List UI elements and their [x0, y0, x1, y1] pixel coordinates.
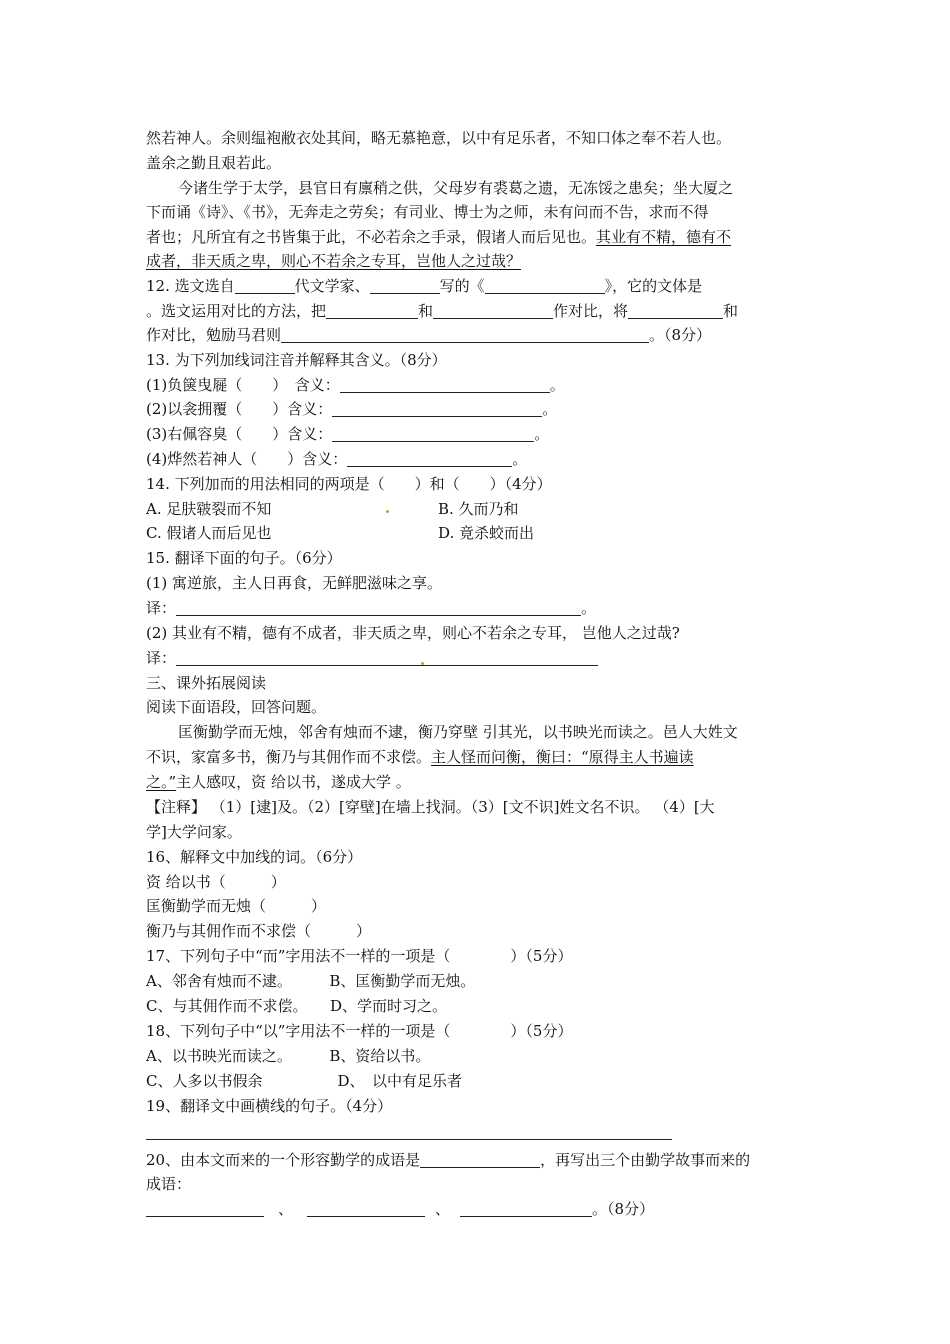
q13-item-text: (1)负箧曳屣（ ） 含义： [146, 376, 340, 394]
passage-text: 者也；凡所宜有之书皆集于此，不必若余之手录，假诸人而后见也。 [146, 228, 597, 246]
translate-label: 译： [146, 599, 177, 617]
answer-blank[interactable] [332, 426, 534, 442]
answer-blank[interactable] [433, 303, 553, 319]
section-3-title: 三、课外拓展阅读 [146, 674, 267, 692]
notes: 学]大学问家。 [146, 823, 242, 841]
underlined-sentence: 其业有不精，德有不 [596, 228, 732, 246]
q15-title: 15. 翻译下面的句子。（6分） [146, 549, 342, 567]
q17-options-cd: C、与其佣作而不求偿。 D、学而时习之。 [146, 997, 448, 1015]
reading-text [146, 770, 411, 794]
q16-item: 衡乃与其佣作而不求偿（ ） [146, 922, 372, 940]
answer-blank[interactable] [281, 327, 649, 343]
q13-item-text: (3)右佩容臭（ ）含义： [146, 425, 333, 443]
answer-blank[interactable] [460, 1201, 592, 1217]
answer-blank[interactable] [307, 1201, 425, 1217]
q20-line-2: 成语： [146, 1175, 192, 1193]
q20-line-3 [146, 1197, 654, 1221]
q18-options-cd: C、人多以书假余 D、 以中有足乐者 [146, 1072, 463, 1090]
q12-line-3 [146, 323, 711, 347]
reading-text-part: 不识，家富多书，衡乃与其佣作而不求偿。 [146, 748, 432, 766]
q12-text: 代文学家、 [294, 277, 370, 295]
q13-item-text: (2)以衾拥覆（ ）含义： [146, 400, 333, 418]
answer-blank[interactable] [176, 600, 581, 616]
separator: 、 [278, 1200, 294, 1218]
q20-line-1 [146, 1148, 750, 1172]
q14-option-c: C. 假诸人而后见也 [146, 524, 272, 542]
section-3-intro: 阅读下面语段，回答问题。 [146, 698, 327, 716]
q12-text: 。选文运用对比的方法，把 [146, 302, 327, 320]
q12-line-1 [146, 274, 702, 298]
q12-text: 作对比，将 [553, 302, 629, 320]
q12-text: 。（8分） [649, 326, 712, 344]
q12-text: 》，它的文体是 [604, 277, 703, 295]
q20-text: ，再写出三个由勤学故事而来的 [540, 1151, 751, 1169]
q12-text: 和 [723, 302, 739, 320]
q12-line-2 [146, 299, 738, 323]
q13-item [146, 397, 557, 421]
q16-item: 资 给以书（ ） [146, 873, 286, 891]
period: 。 [581, 599, 597, 617]
q17-title: 17、下列句子中“而”字用法不一样的一项是（ ）（5分） [146, 947, 573, 965]
q14-option-a: A. 足肤皲裂而不知 [146, 500, 272, 518]
q15-sentence-1: (1) 寓逆旅，主人日再食，无鲜肥滋味之享。 [146, 574, 443, 592]
answer-blank[interactable] [370, 278, 440, 294]
passage-line: 盖余之勤且艰若此。 [146, 154, 282, 172]
separator: 、 [435, 1200, 451, 1218]
answer-blank[interactable] [332, 401, 542, 417]
q12-text: 12. 选文选自 [146, 277, 235, 295]
q17-options-ab: A、邻舍有烛而不逮。 B、匡衡勤学而无烛。 [146, 972, 476, 990]
translate-label: 译： [146, 649, 177, 667]
q15-sentence-2: (2) 其业有不精，德有不成者，非天质之卑，则心不若余之专耳， 岂他人之过哉? [146, 624, 680, 642]
answer-blank[interactable] [628, 303, 723, 319]
underlined-sentence: 主人怪而问衡，衡曰：“原得主人书遍读 [431, 748, 694, 766]
q15-answer-2 [146, 646, 598, 670]
q18-options-ab: A、以书映光而读之。 B、资给以书。 [146, 1047, 431, 1065]
answer-blank[interactable] [326, 303, 418, 319]
answer-blank[interactable] [235, 278, 295, 294]
q16-title: 16、解释文中加线的词。（6分） [146, 848, 363, 866]
q16-item: 匡衡勤学而无烛（ ） [146, 897, 327, 915]
q13-item [146, 373, 565, 397]
q14-title: 14. 下列加而的用法相同的两项是（ ）和（ ）（4分） [146, 475, 552, 493]
q19-title: 19、翻译文中画横线的句子。（4分） [146, 1097, 393, 1115]
q13-item-text: (4)烨然若神人（ ）含义： [146, 450, 348, 468]
q12-text: 和 [418, 302, 434, 320]
period: 。 [512, 450, 528, 468]
answer-blank[interactable] [485, 278, 605, 294]
q13-title: 13. 为下列加线词注音并解释其含义。（8分） [146, 351, 447, 369]
reading-text: 匡衡勤学而无烛，邻舍有烛而不逮，衡乃穿壁 引其光，以书映光而读之。邑人大姓文 [178, 723, 738, 741]
passage-line: 然若神人。余则缊袍敝衣处其间，略无慕艳意，以中有足乐者，不知口体之奉不若人也。 [146, 129, 732, 147]
q12-text: 写的《 [439, 277, 485, 295]
scan-dot [421, 662, 424, 665]
reading-text [146, 745, 694, 769]
underlined-sentence: 成者，非天质之卑，则心不若余之专耳，岂他人之过哉？ [146, 252, 522, 270]
answer-line[interactable] [146, 1139, 672, 1140]
period: 。 [534, 425, 550, 443]
answer-blank[interactable] [420, 1152, 540, 1168]
scan-dot [386, 510, 389, 513]
q14-option-d: D. 竟杀蛟而出 [438, 524, 535, 542]
q13-item [146, 447, 527, 471]
period: 。 [542, 400, 558, 418]
passage-line: 今诸生学于太学，县官日有廪稍之供，父母岁有裘葛之遗，无冻馁之患矣；坐大厦之 [178, 179, 734, 197]
passage-line [146, 225, 731, 249]
q20-text: 20、由本文而来的一个形容勤学的成语是 [146, 1151, 421, 1169]
q18-title: 18、下列句子中“以”字用法不一样的一项是（ ）（5分） [146, 1022, 573, 1040]
answer-blank[interactable] [146, 1201, 264, 1217]
period: 。 [549, 376, 565, 394]
reading-text-part: 主人感叹，资 给以书，遂成大学 。 [176, 773, 411, 791]
q15-answer-1 [146, 596, 596, 620]
q14-option-b: B. 久而乃和 [438, 500, 519, 518]
q20-score: 。（8分） [592, 1200, 655, 1218]
q12-text: 作对比，勉励马君则 [146, 326, 282, 344]
answer-blank[interactable] [347, 451, 512, 467]
answer-blank[interactable] [176, 650, 598, 666]
answer-blank[interactable] [340, 377, 550, 393]
q13-item [146, 422, 549, 446]
underlined-sentence: 之。” [146, 773, 177, 791]
passage-line: 下而诵《诗》、《书》，无奔走之劳矣；有司业、博士为之师，未有问而不告，求而不得 [146, 203, 709, 221]
notes: 【注释】 （1）[逮]及。（2）[穿壁]在墙上找洞。（3）[文不识]姓文名不识。 （4）[大 [146, 798, 715, 816]
